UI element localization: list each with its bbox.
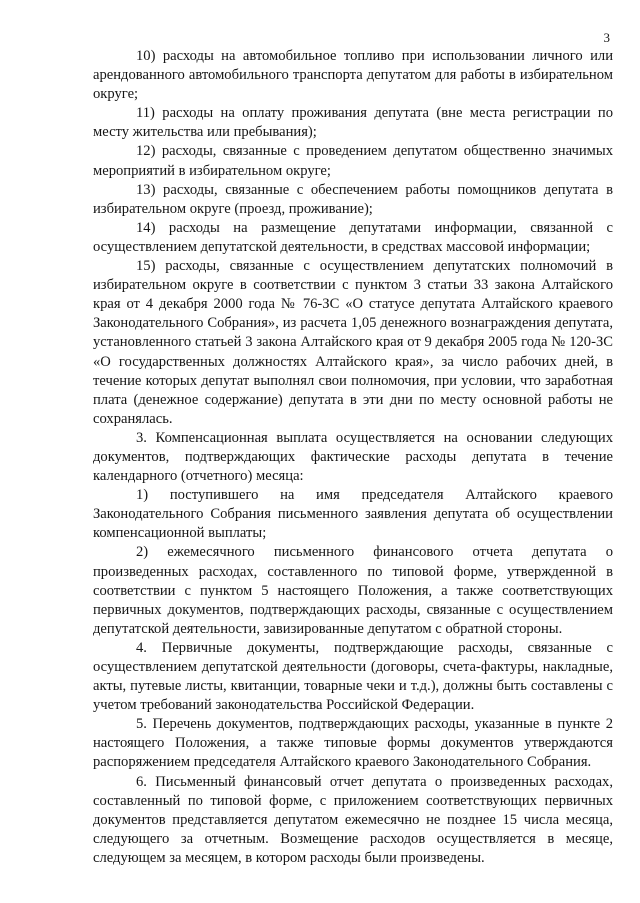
paragraph-item-13: 13) расходы, связанные с обеспечением работы помощников депутата в избирательном округе (проезд, проживание); [93, 181, 613, 217]
paragraph-item-14: 14) расходы на размещение депутатами информации, связанной с осуществлением депутатской деятельности, в средствах массовой информации; [93, 219, 613, 255]
paragraph-item-15: 15) расходы, связанные с осуществлением депутатских полномочий в избирательном округе в соответствии с пунктом 3 статьи 33 закона Алтайского края от 4 декабря 2000 года № 76-ЗС «О статусе депутата Алтайского краевого Законодательного Собрания», из расчета 1,05 денежного вознаграждения депутата, установленного статьей 3 закона Алтайского края от 9 декабря 2005 года № 120-ЗС «О государственных должностях Алтайского края», за число рабочих дней, в течение которых депутат выполнял свои полномочия, при условии, что заработная плата (денежное содержание) депутата в эти дни по месту основной работы не сохранялась. [93, 258, 613, 427]
paragraph-subitem-2: 2) ежемесячного письменного финансового отчета депутата о произведенных расходах, составленного по типовой форме, утвержденной в соответствии с пунктом 5 настоящего Положения, а также соответствующих первичных документов, подтверждающих расходы, связанные с осуществлением депутатской деятельности, завизированные депутатом с обратной стороны. [93, 544, 613, 637]
paragraph-item-12: 12) расходы, связанные с проведением депутатом общественно значимых мероприятий в избирательном округе; [93, 143, 613, 179]
paragraph-section-3: 3. Компенсационная выплата осуществляется на основании следующих документов, подтверждающих фактические расходы депутата в течение календарного (отчетного) месяца: [93, 429, 613, 485]
paragraph-section-5: 5. Перечень документов, подтверждающих расходы, указанные в пункте 2 настоящего Положения, а также типовые формы документов утверждаются распоряжением председателя Алтайского краевого Законодательного Собрания. [93, 716, 613, 771]
document-body [93, 47, 613, 868]
page-number: 3 [603, 30, 610, 45]
paragraph-item-10: 10) расходы на автомобильное топливо при использовании личного или арендованного автомобильного транспорта депутатом для работы в избирательном округе; [93, 48, 613, 103]
paragraph-item-11: 11) расходы на оплату проживания депутата (вне места регистрации по месту жительства или пребывания); [93, 105, 613, 141]
paragraph-section-4: 4. Первичные документы, подтверждающие расходы, связанные с осуществлением депутатской деятельности (договоры, счета-фактуры, накладные, акты, путевые листы, квитанции, товарные чеки и т.д.), должны быть составлены с учетом требований законодательства Российской Федерации. [93, 639, 613, 714]
paragraph-section-6: 6. Письменный финансовый отчет депутата о произведенных расходах, составленный по типовой форме, с приложением соответствующих первичных документов представляется депутатом ежемесячно не позднее 15 числа месяца, следующего за отчетным. Возмещение расходов осуществляется в месяце, следующем за месяцем, в котором расходы были произведены. [93, 773, 613, 866]
paragraph-subitem-1: 1) поступившего на имя председателя Алтайского краевого Законодательного Собрания письменного заявления депутата об осуществлении компенсационной выплаты; [93, 487, 613, 542]
